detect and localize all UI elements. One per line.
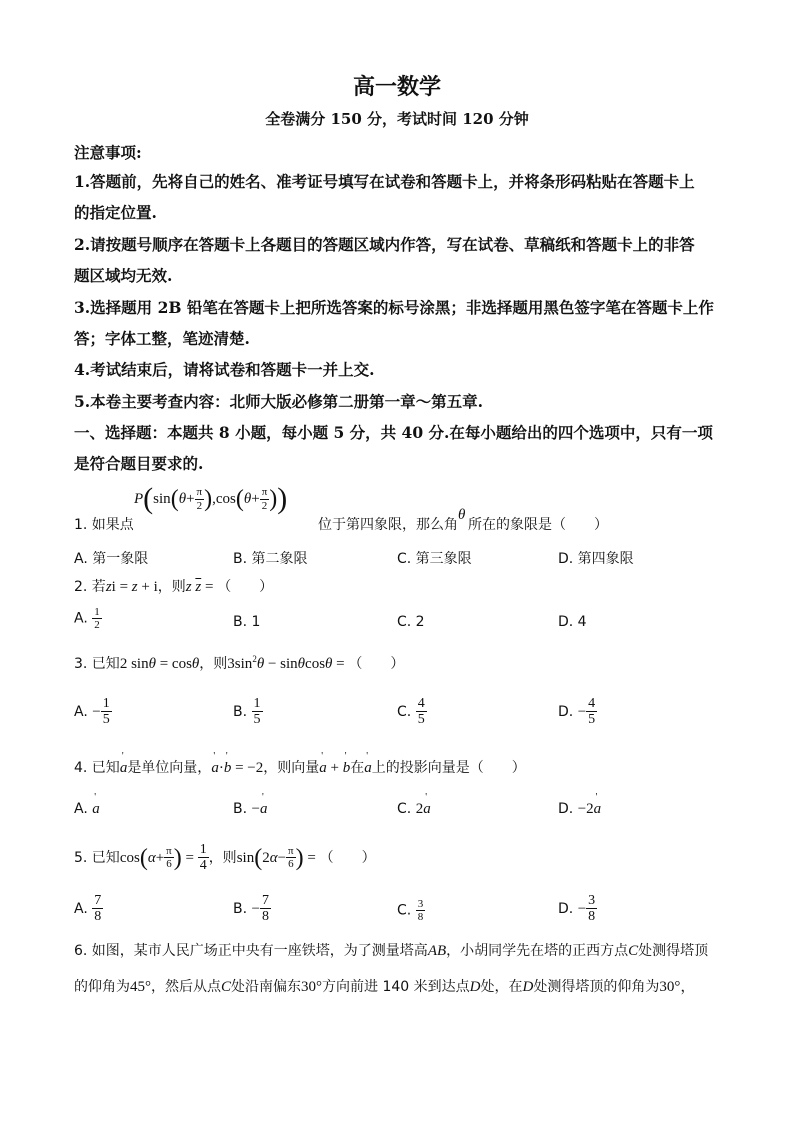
q4-option-a: A. ' a bbox=[74, 801, 100, 818]
q2-option-b: B. 1 bbox=[233, 614, 261, 630]
q1-option-d: D. 第四象限 bbox=[558, 551, 634, 567]
q2-suffix: （ ） bbox=[217, 579, 274, 595]
q4-t1: 是单位向量， bbox=[127, 760, 212, 776]
q2-option-c: C. 2 bbox=[397, 614, 425, 630]
q3-option-b: B. $\frac{1}{5}$ bbox=[233, 696, 261, 728]
q5-option-d: D. − $\frac{3}{8}$ bbox=[558, 893, 596, 925]
q4-option-d: D. −2' a bbox=[558, 801, 601, 818]
q3-mid: ，则 bbox=[199, 656, 228, 672]
q4-option-b: B. −' a bbox=[233, 801, 267, 818]
q2-prefix: 2. 若 bbox=[74, 579, 106, 595]
q2-mid: ，则 bbox=[157, 579, 186, 595]
q4-t4: 上的投影向量是（ ） bbox=[371, 760, 526, 776]
q3-option-d: D. − $\frac{4}{5}$ bbox=[558, 696, 596, 728]
question-5: 5. 已知cos(α+ $\frac{\pi}{6}$ ) = $\frac{1}{4}$ ，则sin(2α− $\frac{\pi}{6}$ ) = （ ） bbox=[74, 842, 376, 874]
section-heading-b: 是符合题目要求的. bbox=[74, 454, 204, 473]
notice-item-2a: 2.请按题号顺序在答题卡上各题目的答题区域内作答，写在试卷、草稿纸和答题卡上的非答 bbox=[74, 235, 695, 254]
q5-mid: ，则 bbox=[208, 849, 237, 866]
q1-point-expression: P(sin(θ+ $\frac{\pi}{2}$ ),cos(θ+ $\frac{\pi}{2}$ )) bbox=[134, 482, 288, 515]
notice-item-1a: 1.答题前，先将自己的姓名、准考证号填写在试卷和答题卡上，并将条形码粘贴在答题卡上 bbox=[74, 172, 695, 191]
q1-option-b: B. 第二象限 bbox=[233, 551, 308, 567]
q3-prefix: 3. 已知 bbox=[74, 656, 120, 672]
q5-option-b: B. − $\frac{7}{8}$ bbox=[233, 893, 269, 925]
question-3: 3. 已知2 sinθ = cosθ，则$3\sin^2\theta - \sin\theta\cos\theta$ = （ ） bbox=[74, 654, 405, 672]
q1-suffix: 位于第四象限，那么角 bbox=[318, 517, 458, 533]
q4-t2: ，则向量 bbox=[263, 760, 320, 776]
q1-prefix: 1. 如果点 bbox=[74, 517, 134, 533]
q5-option-c: C. $\frac{3}{8}$ bbox=[397, 898, 424, 924]
notice-item-4: 4.考试结束后，请将试卷和答题卡一并上交. bbox=[74, 360, 375, 379]
question-4: 4. 已知' a是单位向量，' a·' b = −2，则向量' a + ' b在' a上的投影向量是（ ） bbox=[74, 761, 734, 776]
q4-t3: 在 bbox=[350, 760, 365, 776]
q2-option-a: A. $\frac{1}{2}$ bbox=[74, 606, 100, 632]
q3-suffix: （ ） bbox=[348, 656, 405, 672]
q1-suffix2: 所在的象限是（ ） bbox=[468, 517, 608, 533]
question-6-line-1: 6. 如图，某市人民广场正中央有一座铁塔，为了测量塔高AB，小胡同学先在塔的正西方点C处测得塔顶 bbox=[74, 943, 709, 959]
q3-option-a: A. − $\frac{1}{5}$ bbox=[74, 696, 110, 728]
q3-option-c: C. $\frac{4}{5}$ bbox=[397, 696, 425, 728]
page-subtitle: 全卷满分 150 分，考试时间 120 分钟 bbox=[265, 110, 529, 128]
q2-option-d: D. 4 bbox=[558, 614, 587, 630]
q5-suffix: （ ） bbox=[319, 849, 376, 866]
notice-item-1b: 的指定位置. bbox=[74, 203, 157, 222]
q5-prefix: 5. 已知 bbox=[74, 849, 120, 866]
notice-item-2b: 题区域均无效. bbox=[74, 266, 173, 285]
q4-option-c: C. 2' a bbox=[397, 801, 431, 818]
question-1: 1. 如果点 P(sin(θ+ $\frac{\pi}{2}$ ),cos(θ+ $\frac{\pi}{2}$ )) 位于第四象限，那么角 θ 所在的象限是（ ） bbox=[74, 482, 608, 533]
q4-prefix: 4. 已知 bbox=[74, 760, 120, 776]
q1-option-c: C. 第三象限 bbox=[397, 551, 472, 567]
question-2: 2. 若zi = z + i，则z $\overline{z}$ = （ ） bbox=[74, 579, 274, 595]
section-heading-a: 一、选择题：本题共 8 小题，每小题 5 分，共 40 分.在每小题给出的四个选项中，只有一项 bbox=[74, 423, 713, 442]
notice-item-5: 5.本卷主要考查内容：北师大版必修第二册第一章～第五章. bbox=[74, 392, 484, 411]
notice-heading: 注意事项: bbox=[74, 143, 142, 162]
q1-option-a: A. 第一象限 bbox=[74, 551, 149, 567]
notice-item-3a: 3.选择题用 2B 铅笔在答题卡上把所选答案的标号涂黑；非选择题用黑色签字笔在答题卡上作 bbox=[74, 298, 714, 317]
question-6-line-2: 的仰角为45°，然后从点C处沿南偏东30°方向前进 140 米到达点D处，在D处测得塔顶的仰角为30°， bbox=[74, 979, 696, 995]
page-title: 高一数学 bbox=[352, 74, 441, 100]
q5-option-a: A. $\frac{7}{8}$ bbox=[74, 893, 102, 925]
notice-item-3b: 答；字体工整，笔迹清楚. bbox=[74, 329, 250, 348]
